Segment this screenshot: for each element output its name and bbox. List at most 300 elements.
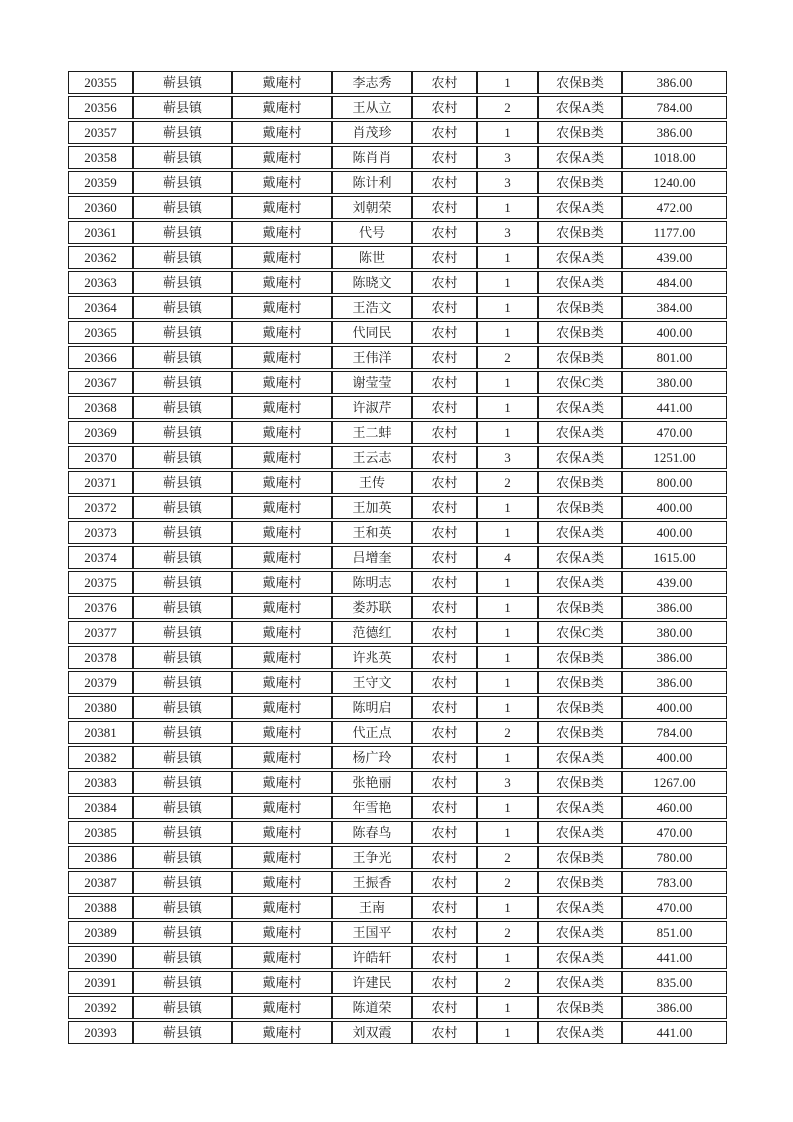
table-row: [68, 271, 727, 294]
cell-residence-type: 农村: [412, 321, 477, 344]
cell-town: 蕲县镇: [133, 621, 232, 644]
cell-insurance-category: 农保B类: [538, 221, 622, 244]
cell-town: 蕲县镇: [133, 146, 232, 169]
cell-amount: 441.00: [622, 1021, 727, 1044]
cell-insurance-category: 农保A类: [538, 971, 622, 994]
cell-village: 戴庵村: [232, 971, 332, 994]
cell-residence-type: 农村: [412, 171, 477, 194]
cell-insurance-category: 农保A类: [538, 246, 622, 269]
cell-insurance-category: 农保B类: [538, 846, 622, 869]
cell-amount: 1177.00: [622, 221, 727, 244]
cell-town: 蕲县镇: [133, 771, 232, 794]
cell-insurance-category: 农保A类: [538, 446, 622, 469]
cell-amount: 784.00: [622, 721, 727, 744]
cell-serial-number: 20363: [68, 271, 133, 294]
cell-residence-type: 农村: [412, 971, 477, 994]
cell-residence-type: 农村: [412, 646, 477, 669]
table-row: [68, 371, 727, 394]
cell-insurance-category: 农保A类: [538, 896, 622, 919]
cell-serial-number: 20374: [68, 546, 133, 569]
cell-name: 王从立: [332, 96, 412, 119]
cell-residence-type: 农村: [412, 821, 477, 844]
cell-name: 王和英: [332, 521, 412, 544]
cell-amount: 400.00: [622, 496, 727, 519]
cell-residence-type: 农村: [412, 246, 477, 269]
cell-town: 蕲县镇: [133, 671, 232, 694]
cell-name: 吕增奎: [332, 546, 412, 569]
cell-serial-number: 20373: [68, 521, 133, 544]
cell-village: 戴庵村: [232, 921, 332, 944]
cell-residence-type: 农村: [412, 546, 477, 569]
cell-person-count: 2: [477, 721, 538, 744]
cell-village: 戴庵村: [232, 696, 332, 719]
cell-serial-number: 20393: [68, 1021, 133, 1044]
cell-town: 蕲县镇: [133, 296, 232, 319]
cell-serial-number: 20366: [68, 346, 133, 369]
cell-insurance-category: 农保B类: [538, 646, 622, 669]
document-page-table-region: [68, 69, 727, 1046]
cell-village: 戴庵村: [232, 571, 332, 594]
cell-name: 王浩文: [332, 296, 412, 319]
cell-amount: 386.00: [622, 671, 727, 694]
cell-town: 蕲县镇: [133, 246, 232, 269]
cell-amount: 400.00: [622, 321, 727, 344]
table-row: [68, 396, 727, 419]
cell-person-count: 2: [477, 846, 538, 869]
cell-amount: 380.00: [622, 621, 727, 644]
cell-serial-number: 20357: [68, 121, 133, 144]
cell-village: 戴庵村: [232, 171, 332, 194]
table-row: [68, 796, 727, 819]
cell-town: 蕲县镇: [133, 96, 232, 119]
cell-person-count: 1: [477, 571, 538, 594]
cell-name: 肖茂珍: [332, 121, 412, 144]
table-row: [68, 246, 727, 269]
cell-insurance-category: 农保B类: [538, 321, 622, 344]
cell-village: 戴庵村: [232, 546, 332, 569]
cell-town: 蕲县镇: [133, 696, 232, 719]
cell-insurance-category: 农保B类: [538, 121, 622, 144]
cell-person-count: 1: [477, 646, 538, 669]
cell-person-count: 1: [477, 321, 538, 344]
table-row: [68, 1021, 727, 1044]
cell-person-count: 1: [477, 621, 538, 644]
cell-name: 王南: [332, 896, 412, 919]
cell-serial-number: 20377: [68, 621, 133, 644]
cell-amount: 1018.00: [622, 146, 727, 169]
cell-amount: 400.00: [622, 521, 727, 544]
cell-amount: 851.00: [622, 921, 727, 944]
cell-insurance-category: 农保A类: [538, 521, 622, 544]
cell-residence-type: 农村: [412, 871, 477, 894]
cell-name: 陈肖肖: [332, 146, 412, 169]
cell-serial-number: 20380: [68, 696, 133, 719]
cell-town: 蕲县镇: [133, 421, 232, 444]
cell-amount: 780.00: [622, 846, 727, 869]
cell-residence-type: 农村: [412, 471, 477, 494]
cell-town: 蕲县镇: [133, 321, 232, 344]
cell-serial-number: 20388: [68, 896, 133, 919]
cell-name: 许淑芹: [332, 396, 412, 419]
cell-insurance-category: 农保B类: [538, 871, 622, 894]
cell-town: 蕲县镇: [133, 946, 232, 969]
cell-person-count: 3: [477, 171, 538, 194]
cell-insurance-category: 农保A类: [538, 746, 622, 769]
cell-amount: 386.00: [622, 646, 727, 669]
cell-serial-number: 20359: [68, 171, 133, 194]
cell-serial-number: 20384: [68, 796, 133, 819]
cell-serial-number: 20355: [68, 71, 133, 94]
cell-village: 戴庵村: [232, 71, 332, 94]
cell-amount: 484.00: [622, 271, 727, 294]
cell-person-count: 2: [477, 471, 538, 494]
cell-insurance-category: 农保B类: [538, 71, 622, 94]
cell-amount: 460.00: [622, 796, 727, 819]
cell-village: 戴庵村: [232, 821, 332, 844]
cell-person-count: 1: [477, 296, 538, 319]
cell-serial-number: 20362: [68, 246, 133, 269]
table-body: [68, 71, 727, 1044]
cell-insurance-category: 农保B类: [538, 596, 622, 619]
cell-amount: 1615.00: [622, 546, 727, 569]
cell-village: 戴庵村: [232, 646, 332, 669]
cell-person-count: 1: [477, 121, 538, 144]
cell-insurance-category: 农保A类: [538, 546, 622, 569]
table-row: [68, 146, 727, 169]
cell-insurance-category: 农保B类: [538, 696, 622, 719]
cell-name: 娄苏联: [332, 596, 412, 619]
cell-residence-type: 农村: [412, 96, 477, 119]
cell-residence-type: 农村: [412, 146, 477, 169]
cell-amount: 1240.00: [622, 171, 727, 194]
cell-village: 戴庵村: [232, 221, 332, 244]
cell-village: 戴庵村: [232, 596, 332, 619]
cell-serial-number: 20392: [68, 996, 133, 1019]
cell-name: 谢莹莹: [332, 371, 412, 394]
cell-person-count: 1: [477, 996, 538, 1019]
cell-amount: 400.00: [622, 696, 727, 719]
cell-village: 戴庵村: [232, 446, 332, 469]
cell-village: 戴庵村: [232, 871, 332, 894]
cell-town: 蕲县镇: [133, 496, 232, 519]
cell-town: 蕲县镇: [133, 796, 232, 819]
table-row: [68, 71, 727, 94]
cell-residence-type: 农村: [412, 371, 477, 394]
cell-residence-type: 农村: [412, 846, 477, 869]
cell-person-count: 1: [477, 396, 538, 419]
cell-town: 蕲县镇: [133, 996, 232, 1019]
subsidy-table: [68, 69, 727, 1046]
cell-village: 戴庵村: [232, 346, 332, 369]
cell-village: 戴庵村: [232, 296, 332, 319]
cell-residence-type: 农村: [412, 621, 477, 644]
cell-serial-number: 20368: [68, 396, 133, 419]
cell-insurance-category: 农保B类: [538, 721, 622, 744]
cell-town: 蕲县镇: [133, 846, 232, 869]
cell-village: 戴庵村: [232, 146, 332, 169]
cell-town: 蕲县镇: [133, 546, 232, 569]
cell-amount: 386.00: [622, 121, 727, 144]
cell-name: 许皓轩: [332, 946, 412, 969]
cell-town: 蕲县镇: [133, 121, 232, 144]
cell-residence-type: 农村: [412, 596, 477, 619]
cell-residence-type: 农村: [412, 796, 477, 819]
table-row: [68, 446, 727, 469]
table-row: [68, 946, 727, 969]
cell-name: 陈计利: [332, 171, 412, 194]
cell-name: 王守文: [332, 671, 412, 694]
cell-amount: 380.00: [622, 371, 727, 394]
cell-person-count: 1: [477, 671, 538, 694]
cell-village: 戴庵村: [232, 96, 332, 119]
table-row: [68, 496, 727, 519]
cell-village: 戴庵村: [232, 321, 332, 344]
cell-serial-number: 20367: [68, 371, 133, 394]
cell-name: 许兆英: [332, 646, 412, 669]
cell-serial-number: 20371: [68, 471, 133, 494]
cell-village: 戴庵村: [232, 121, 332, 144]
table-row: [68, 96, 727, 119]
table-row: [68, 921, 727, 944]
cell-town: 蕲县镇: [133, 721, 232, 744]
cell-village: 戴庵村: [232, 496, 332, 519]
cell-insurance-category: 农保A类: [538, 96, 622, 119]
cell-person-count: 3: [477, 446, 538, 469]
cell-insurance-category: 农保A类: [538, 146, 622, 169]
cell-amount: 1251.00: [622, 446, 727, 469]
cell-residence-type: 农村: [412, 521, 477, 544]
table-row: [68, 221, 727, 244]
cell-serial-number: 20370: [68, 446, 133, 469]
table-row: [68, 471, 727, 494]
cell-name: 张艳丽: [332, 771, 412, 794]
cell-name: 王争光: [332, 846, 412, 869]
cell-insurance-category: 农保B类: [538, 996, 622, 1019]
cell-town: 蕲县镇: [133, 896, 232, 919]
cell-amount: 783.00: [622, 871, 727, 894]
cell-name: 陈晓文: [332, 271, 412, 294]
cell-serial-number: 20369: [68, 421, 133, 444]
cell-name: 刘朝荣: [332, 196, 412, 219]
cell-residence-type: 农村: [412, 671, 477, 694]
table-row: [68, 721, 727, 744]
cell-serial-number: 20387: [68, 871, 133, 894]
table-row: [68, 196, 727, 219]
cell-person-count: 4: [477, 546, 538, 569]
cell-residence-type: 农村: [412, 921, 477, 944]
table-row: [68, 671, 727, 694]
table-row: [68, 571, 727, 594]
table-row: [68, 546, 727, 569]
cell-amount: 470.00: [622, 896, 727, 919]
cell-village: 戴庵村: [232, 671, 332, 694]
cell-town: 蕲县镇: [133, 921, 232, 944]
cell-name: 代号: [332, 221, 412, 244]
cell-insurance-category: 农保A类: [538, 421, 622, 444]
cell-serial-number: 20383: [68, 771, 133, 794]
cell-residence-type: 农村: [412, 946, 477, 969]
cell-amount: 800.00: [622, 471, 727, 494]
cell-insurance-category: 农保A类: [538, 921, 622, 944]
cell-name: 王云志: [332, 446, 412, 469]
cell-person-count: 1: [477, 246, 538, 269]
cell-person-count: 1: [477, 746, 538, 769]
cell-person-count: 1: [477, 496, 538, 519]
cell-town: 蕲县镇: [133, 746, 232, 769]
cell-person-count: 1: [477, 196, 538, 219]
cell-village: 戴庵村: [232, 946, 332, 969]
cell-person-count: 1: [477, 421, 538, 444]
cell-serial-number: 20356: [68, 96, 133, 119]
cell-amount: 784.00: [622, 96, 727, 119]
cell-amount: 835.00: [622, 971, 727, 994]
cell-amount: 439.00: [622, 246, 727, 269]
cell-amount: 400.00: [622, 746, 727, 769]
cell-town: 蕲县镇: [133, 396, 232, 419]
cell-town: 蕲县镇: [133, 571, 232, 594]
table-row: [68, 121, 727, 144]
cell-village: 戴庵村: [232, 471, 332, 494]
cell-amount: 470.00: [622, 821, 727, 844]
table-row: [68, 896, 727, 919]
cell-residence-type: 农村: [412, 496, 477, 519]
cell-amount: 386.00: [622, 596, 727, 619]
table-row: [68, 971, 727, 994]
cell-village: 戴庵村: [232, 1021, 332, 1044]
cell-village: 戴庵村: [232, 521, 332, 544]
cell-town: 蕲县镇: [133, 596, 232, 619]
cell-name: 杨广玲: [332, 746, 412, 769]
table-row: [68, 321, 727, 344]
table-row: [68, 621, 727, 644]
cell-person-count: 1: [477, 896, 538, 919]
cell-insurance-category: 农保A类: [538, 1021, 622, 1044]
cell-insurance-category: 农保A类: [538, 396, 622, 419]
cell-serial-number: 20361: [68, 221, 133, 244]
cell-person-count: 3: [477, 771, 538, 794]
cell-town: 蕲县镇: [133, 821, 232, 844]
table-row: [68, 821, 727, 844]
cell-village: 戴庵村: [232, 896, 332, 919]
cell-serial-number: 20381: [68, 721, 133, 744]
cell-town: 蕲县镇: [133, 271, 232, 294]
cell-person-count: 2: [477, 96, 538, 119]
cell-serial-number: 20379: [68, 671, 133, 694]
cell-amount: 441.00: [622, 396, 727, 419]
table-row: [68, 996, 727, 1019]
cell-village: 戴庵村: [232, 796, 332, 819]
cell-amount: 472.00: [622, 196, 727, 219]
cell-name: 年雪艳: [332, 796, 412, 819]
cell-serial-number: 20386: [68, 846, 133, 869]
cell-name: 王传: [332, 471, 412, 494]
cell-village: 戴庵村: [232, 621, 332, 644]
cell-village: 戴庵村: [232, 271, 332, 294]
cell-town: 蕲县镇: [133, 1021, 232, 1044]
cell-town: 蕲县镇: [133, 171, 232, 194]
cell-residence-type: 农村: [412, 996, 477, 1019]
cell-name: 王伟洋: [332, 346, 412, 369]
cell-insurance-category: 农保C类: [538, 371, 622, 394]
cell-amount: 386.00: [622, 71, 727, 94]
cell-name: 王国平: [332, 921, 412, 944]
cell-town: 蕲县镇: [133, 446, 232, 469]
cell-serial-number: 20375: [68, 571, 133, 594]
cell-insurance-category: 农保B类: [538, 471, 622, 494]
cell-amount: 384.00: [622, 296, 727, 319]
cell-residence-type: 农村: [412, 296, 477, 319]
cell-amount: 441.00: [622, 946, 727, 969]
cell-name: 陈春鸟: [332, 821, 412, 844]
cell-serial-number: 20391: [68, 971, 133, 994]
cell-name: 陈道荣: [332, 996, 412, 1019]
cell-village: 戴庵村: [232, 246, 332, 269]
cell-insurance-category: 农保A类: [538, 946, 622, 969]
cell-name: 代同民: [332, 321, 412, 344]
cell-amount: 1267.00: [622, 771, 727, 794]
cell-person-count: 1: [477, 521, 538, 544]
cell-town: 蕲县镇: [133, 521, 232, 544]
table-row: [68, 746, 727, 769]
cell-village: 戴庵村: [232, 771, 332, 794]
cell-name: 王加英: [332, 496, 412, 519]
cell-village: 戴庵村: [232, 846, 332, 869]
cell-village: 戴庵村: [232, 396, 332, 419]
cell-name: 许建民: [332, 971, 412, 994]
cell-insurance-category: 农保B类: [538, 171, 622, 194]
cell-person-count: 1: [477, 71, 538, 94]
cell-residence-type: 农村: [412, 421, 477, 444]
cell-village: 戴庵村: [232, 746, 332, 769]
cell-residence-type: 农村: [412, 71, 477, 94]
cell-insurance-category: 农保C类: [538, 621, 622, 644]
cell-serial-number: 20389: [68, 921, 133, 944]
cell-serial-number: 20376: [68, 596, 133, 619]
cell-person-count: 1: [477, 596, 538, 619]
table-row: [68, 296, 727, 319]
cell-village: 戴庵村: [232, 196, 332, 219]
cell-town: 蕲县镇: [133, 971, 232, 994]
cell-name: 刘双霞: [332, 1021, 412, 1044]
cell-residence-type: 农村: [412, 396, 477, 419]
cell-person-count: 3: [477, 146, 538, 169]
table-row: [68, 521, 727, 544]
cell-serial-number: 20378: [68, 646, 133, 669]
table-row: [68, 871, 727, 894]
cell-name: 代正点: [332, 721, 412, 744]
table-row: [68, 646, 727, 669]
cell-name: 陈明启: [332, 696, 412, 719]
cell-insurance-category: 农保B类: [538, 296, 622, 319]
cell-name: 李志秀: [332, 71, 412, 94]
cell-town: 蕲县镇: [133, 221, 232, 244]
cell-insurance-category: 农保B类: [538, 771, 622, 794]
cell-insurance-category: 农保A类: [538, 821, 622, 844]
cell-person-count: 3: [477, 221, 538, 244]
cell-residence-type: 农村: [412, 771, 477, 794]
cell-town: 蕲县镇: [133, 471, 232, 494]
cell-serial-number: 20365: [68, 321, 133, 344]
cell-village: 戴庵村: [232, 996, 332, 1019]
cell-serial-number: 20358: [68, 146, 133, 169]
cell-town: 蕲县镇: [133, 871, 232, 894]
cell-residence-type: 农村: [412, 221, 477, 244]
cell-person-count: 1: [477, 796, 538, 819]
table-row: [68, 696, 727, 719]
cell-insurance-category: 农保A类: [538, 796, 622, 819]
cell-insurance-category: 农保A类: [538, 196, 622, 219]
cell-serial-number: 20390: [68, 946, 133, 969]
